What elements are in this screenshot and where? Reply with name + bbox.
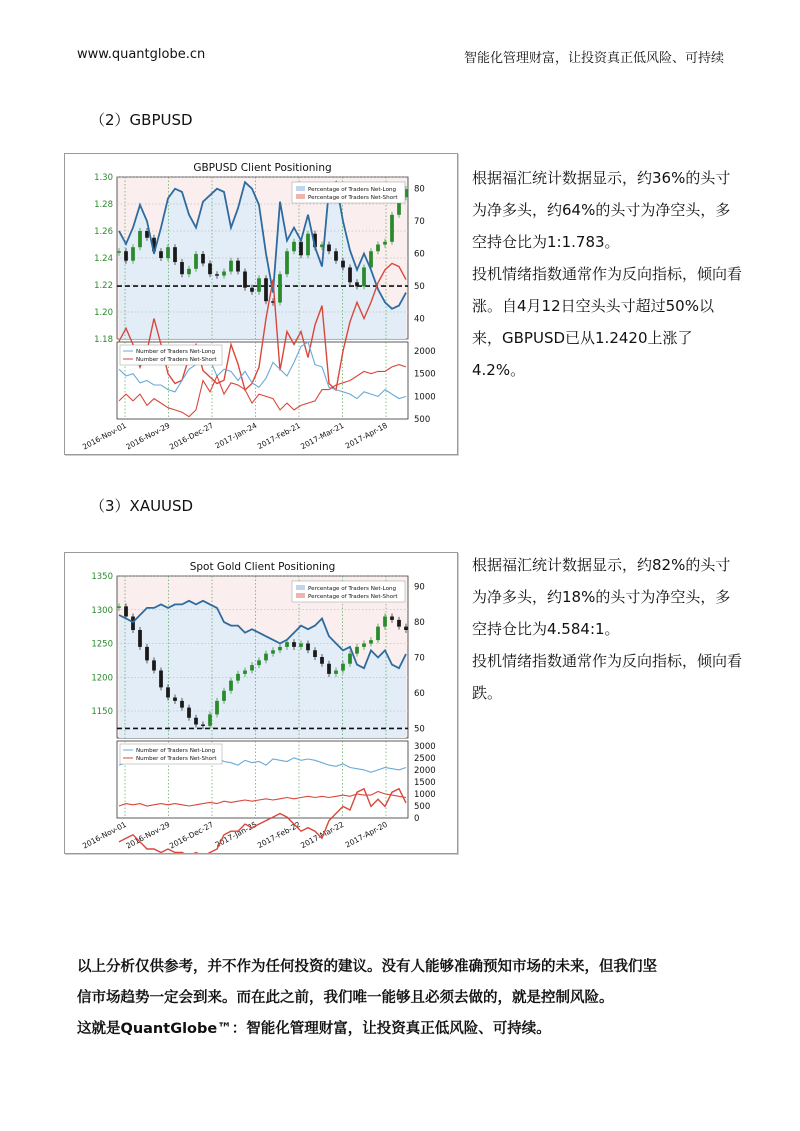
gbpusd-chart-title: GBPUSD Client Positioning — [193, 162, 332, 174]
conclusion-line-2: 信市场趋势一定会到来。而在此之前，我们唯一能够且必须去做的，就是控制风险。 — [77, 990, 614, 1006]
gbpusd-right-bottom-tick-label: 1000 — [414, 392, 436, 403]
xauusd-candle — [292, 642, 296, 647]
xauusd-right-tick-label: 90 — [414, 582, 425, 593]
section-title-gbpusd: （2）GBPUSD — [90, 111, 193, 129]
xauusd-candle — [229, 681, 233, 691]
xauusd-candle — [299, 644, 303, 647]
gbpusd-candle — [257, 278, 261, 292]
conclusion — [77, 952, 737, 1045]
gbpusd-paragraph-1: 根据福汇统计数据显示，约36%的头寸为净多头，约64%的头寸为净空头，多空持仓比为1:1.783。 — [472, 169, 731, 251]
header-slogan: 智能化管理财富，让投资真正低风险、可持续 — [463, 51, 724, 66]
gbpusd-legend-swatch-short — [296, 194, 305, 199]
gbpusd-right-tick-label: 50 — [414, 282, 425, 293]
xauusd-chart — [65, 553, 457, 853]
gbpusd-left-tick-label: 1.30 — [94, 173, 113, 183]
gbpusd-x-tick-label: 2016-Nov-29 — [124, 420, 172, 452]
xauusd-right-tick-label: 50 — [414, 724, 425, 735]
gbpusd-candle — [145, 231, 149, 238]
gbpusd-candle — [285, 251, 289, 274]
xauusd-candle — [313, 650, 317, 657]
xauusd-candle — [376, 627, 380, 641]
xauusd-chart-figure — [64, 552, 458, 854]
xauusd-right-bottom-tick-label: 2500 — [414, 753, 436, 764]
xauusd-legend-label-long: Percentage of Traders Net-Long — [308, 586, 397, 592]
gbpusd-candle — [124, 251, 128, 260]
xauusd-candle — [257, 660, 261, 665]
gbpusd-candle — [348, 267, 352, 282]
gbpusd-candle — [327, 245, 331, 252]
xauusd-chart-title: Spot Gold Client Positioning — [189, 561, 336, 573]
xauusd-x-tick-label: 2017-Mar-22 — [299, 819, 346, 851]
section-title-xauusd: （3）XAUUSD — [90, 497, 194, 515]
xauusd-candle — [271, 650, 275, 653]
gbpusd-right-bottom-tick-label: 2000 — [414, 347, 436, 358]
gbpusd-candle — [355, 282, 359, 286]
gbpusd-description — [472, 162, 742, 386]
xauusd-candle — [348, 654, 352, 664]
xauusd-right-bottom-tick-label: 1000 — [414, 789, 436, 800]
gbpusd-legend-label-short: Percentage of Traders Net-Short — [308, 195, 398, 201]
gbpusd-candle — [250, 288, 254, 292]
xauusd-legend-label-count-long: Number of Traders Net-Long — [136, 748, 216, 754]
gbpusd-right-tick-label: 40 — [414, 314, 425, 325]
xauusd-candle — [187, 708, 191, 718]
xauusd-candle — [180, 701, 184, 708]
gbpusd-candle — [264, 278, 268, 301]
xauusd-candle — [138, 630, 142, 647]
gbpusd-legend-label-count-long: Number of Traders Net-Long — [136, 349, 216, 355]
xauusd-candle — [250, 665, 254, 670]
gbpusd-x-tick-label: 2017-Apr-18 — [343, 420, 389, 451]
xauusd-candle — [397, 620, 401, 627]
gbpusd-candle — [292, 242, 296, 251]
gbpusd-candle — [187, 269, 191, 274]
xauusd-candle — [362, 644, 366, 647]
xauusd-candle — [215, 701, 219, 715]
xauusd-candle — [117, 606, 121, 608]
gbpusd-chart — [65, 154, 457, 454]
header-website: www.quantglobe.cn — [77, 47, 206, 62]
gbpusd-candle — [334, 251, 338, 260]
gbpusd-right-bottom-tick-label: 500 — [414, 415, 431, 425]
xauusd-candle — [278, 647, 282, 650]
gbpusd-candle — [117, 251, 121, 253]
xauusd-candle — [306, 644, 310, 651]
xauusd-legend-swatch-short — [296, 593, 305, 598]
xauusd-paragraph-2: 投机情绪指数通常作为反向指标，倾向看跌。 — [472, 652, 743, 702]
xauusd-candle — [236, 674, 240, 681]
gbpusd-candle — [243, 272, 247, 288]
gbpusd-candle — [201, 254, 205, 263]
xauusd-right-tick-label: 80 — [414, 618, 425, 629]
xauusd-x-tick-label: 2017-Feb-22 — [255, 819, 302, 850]
xauusd-right-tick-label: 60 — [414, 688, 425, 699]
gbpusd-candle — [341, 261, 345, 268]
xauusd-candle — [159, 671, 163, 688]
gbpusd-candle — [236, 261, 240, 272]
gbpusd-candle — [390, 215, 394, 242]
gbpusd-left-tick-label: 1.20 — [94, 308, 113, 318]
gbpusd-candle — [180, 262, 184, 274]
gbpusd-chart-figure — [64, 153, 458, 455]
gbpusd-x-tick-label: 2017-Jan-24 — [213, 420, 259, 451]
xauusd-left-tick-label: 1300 — [91, 605, 113, 616]
xauusd-left-tick-label: 1350 — [91, 572, 113, 582]
gbpusd-right-tick-label: 60 — [414, 249, 425, 260]
gbpusd-candle — [299, 242, 303, 256]
xauusd-candle — [222, 691, 226, 701]
xauusd-candle — [264, 654, 268, 661]
xauusd-candle — [145, 647, 149, 661]
gbpusd-candle — [215, 274, 219, 276]
xauusd-candle — [355, 647, 359, 654]
gbpusd-left-tick-label: 1.24 — [94, 254, 113, 264]
gbpusd-right-tick-label: 80 — [414, 184, 425, 195]
gbpusd-candle — [222, 272, 226, 276]
gbpusd-right-bottom-tick-label: 1500 — [414, 369, 436, 380]
xauusd-right-bottom-tick-label: 3000 — [414, 741, 436, 752]
gbpusd-candle — [383, 242, 387, 245]
xauusd-candle — [341, 664, 345, 671]
gbpusd-left-tick-label: 1.18 — [94, 335, 113, 345]
xauusd-candle — [166, 687, 170, 697]
xauusd-candle — [327, 664, 331, 674]
gbpusd-left-tick-label: 1.22 — [94, 281, 113, 291]
gbpusd-candle — [131, 247, 135, 261]
xauusd-left-tick-label: 1150 — [91, 707, 113, 717]
gbpusd-candle — [306, 234, 310, 256]
xauusd-x-tick-label: 2017-Jan-25 — [213, 819, 259, 850]
gbpusd-candle — [173, 247, 177, 262]
xauusd-candle — [383, 617, 387, 627]
xauusd-candle — [124, 606, 128, 616]
xauusd-candle — [194, 718, 198, 725]
gbpusd-candle — [166, 247, 170, 258]
xauusd-paragraph-1: 根据福汇统计数据显示，约82%的头寸为净多头，约18%的头寸为净空头，多空持仓比为4.584:1。 — [472, 556, 731, 638]
gbpusd-candle — [362, 267, 366, 286]
gbpusd-legend-label-count-short: Number of Traders Net-Short — [136, 357, 217, 363]
gbpusd-x-tick-label: 2017-Mar-21 — [299, 420, 346, 452]
xauusd-right-bottom-tick-label: 1500 — [414, 777, 436, 788]
gbpusd-x-tick-label: 2016-Nov-01 — [80, 420, 128, 452]
gbpusd-legend-swatch-long — [296, 186, 305, 191]
xauusd-candle — [369, 640, 373, 643]
xauusd-right-bottom-tick-label: 2000 — [414, 765, 436, 776]
gbpusd-candle — [229, 261, 233, 272]
xauusd-right-bottom-tick-label: 0 — [414, 814, 420, 824]
xauusd-x-tick-label: 2016-Dec-27 — [167, 819, 215, 851]
xauusd-candle — [404, 627, 408, 630]
xauusd-right-bottom-tick-label: 500 — [414, 801, 431, 812]
gbpusd-candle — [138, 231, 142, 247]
xauusd-legend-label-count-short: Number of Traders Net-Short — [136, 756, 217, 762]
xauusd-left-tick-label: 1200 — [91, 673, 113, 684]
xauusd-x-tick-label: 2016-Nov-29 — [124, 819, 172, 851]
xauusd-candle — [243, 671, 247, 674]
xauusd-candle — [152, 660, 156, 670]
xauusd-right-tick-label: 70 — [414, 653, 425, 664]
xauusd-x-tick-label: 2017-Apr-20 — [343, 819, 389, 850]
gbpusd-right-tick-label: 70 — [414, 217, 425, 228]
gbpusd-left-tick-label: 1.28 — [94, 200, 113, 210]
gbpusd-paragraph-2: 投机情绪指数通常作为反向指标，倾向看涨。自4月12日空头头寸超过50%以来，GBPUSD已从1.2420上涨了4.2%。 — [472, 265, 743, 379]
xauusd-candle — [201, 725, 205, 727]
xauusd-legend-label-short: Percentage of Traders Net-Short — [308, 594, 398, 600]
xauusd-candle — [390, 617, 394, 620]
gbpusd-candle — [159, 251, 163, 258]
xauusd-left-tick-label: 1250 — [91, 639, 113, 650]
xauusd-candle — [131, 617, 135, 631]
xauusd-candle — [285, 642, 289, 647]
xauusd-legend-swatch-long — [296, 585, 305, 590]
gbpusd-left-tick-label: 1.26 — [94, 227, 113, 237]
conclusion-line-3: 这就是QuantGlobe™：智能化管理财富，让投资真正低风险、可持续。 — [77, 1021, 551, 1037]
gbpusd-candle — [208, 263, 212, 274]
gbpusd-candle — [376, 245, 380, 252]
conclusion-line-1: 以上分析仅供参考，并不作为任何投资的建议。没有人能够准确预知市场的未来，但我们坚 — [77, 959, 657, 975]
xauusd-candle — [208, 714, 212, 725]
xauusd-candle — [320, 657, 324, 664]
gbpusd-candle — [278, 274, 282, 302]
xauusd-candle — [334, 671, 338, 674]
gbpusd-x-tick-label: 2016-Dec-27 — [167, 420, 215, 452]
gbpusd-x-tick-label: 2017-Feb-21 — [255, 420, 302, 451]
xauusd-description — [472, 549, 742, 709]
xauusd-candle — [173, 698, 177, 701]
gbpusd-candle — [194, 254, 198, 269]
gbpusd-legend-label-long: Percentage of Traders Net-Long — [308, 187, 397, 193]
xauusd-x-tick-label: 2016-Nov-01 — [80, 819, 128, 851]
